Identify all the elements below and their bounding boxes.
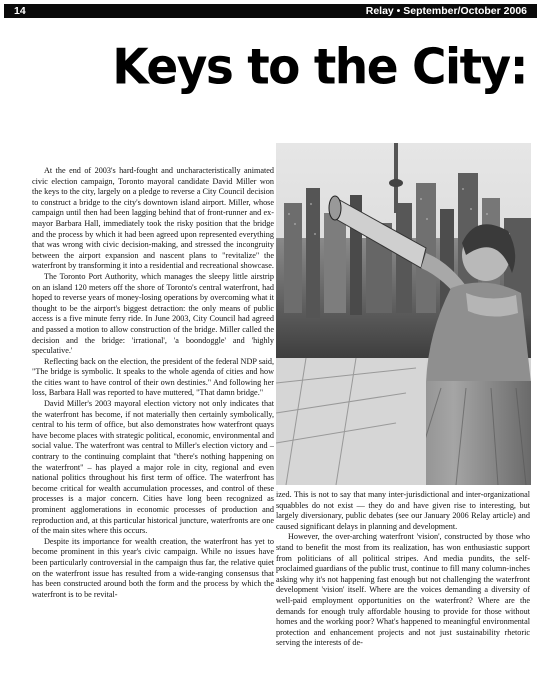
paragraph: ized. This is not to say that many inter-jurisdictional and inter-organizational squabbles do not exist — they do and have given rise to interesting, but largely diversionary, public debates (see our January 2006 Relay article) and caused significant delays in planning and development. [276, 490, 530, 531]
article-column-right [276, 490, 530, 698]
paragraph: However, the over-arching waterfront 'vision', constructed by those who stand to benefit the most from its realization, has won enthusiastic support from politicians of all political stripes. And media pundits, the self-proclaimed guardians of the public trust, continue to fill many column-inches asking why it's not happening fast enough but not challenging the waterfront development 'vision' itself. Where are the voices demanding a diversity of well-paid employment opportunities on the waterfront? Where are the demands for enough truly affordable housing to provide for those without homes and the working poor? What's happened to meaningful environmental protection and enhancement projects and not just sustainability rhetoric serving the interests of de- [276, 532, 530, 648]
paragraph: Despite its importance for wealth creation, the waterfront has yet to become prominent in this year's civic campaign. While no issues have been particularly controversial in the campaign thus far, the relative quiet on the waterfront issue has resulted from a wide-ranging consensus that has been constructed around both the form and the process by which the waterfront is to be revital- [32, 536, 274, 599]
protest-photo [276, 143, 531, 485]
page-number: 14 [14, 5, 26, 17]
publication-info: Relay • September/October 2006 [365, 5, 527, 17]
paragraph: The Toronto Port Authority, which manages the sleepy little airstrip on an island 120 meters off the shore of Toronto's central waterfront, had hoped to reverse years of money-losing operations by overcoming what it thought to be the airport's biggest detraction: the only means of public access is a five minute ferry ride. In June 2003, City Council had agreed and passed a motion to allow construction of the bridge. Miller called the decision and the bridge: 'irrational', 'a boondoggle' and 'highly speculative.' [32, 271, 274, 356]
article-column-left [32, 166, 274, 696]
paragraph: David Miller's 2003 mayoral election victory not only indicates that the waterfront has become, if not materially then certainly symbolically, central to his term of office, but also demonstrates how waterfront quays have become places with strategic political, economic, environmental and social value. The waterfront was central to Miller's election victory and – contrary to the continuing complaint that "there's nothing happening on the waterfront" – has played a major role in city, regional and even national politics throughout his first term of office. The waterfront has become critical for wealth accumulation processes, and control of these processes is a major concern. Cities have long been recognized as prominent agglomerations in economic processes of production and reproduction and, at this particular historical juncture, waterfronts are one of the main sites where this occurs. [32, 399, 274, 536]
paragraph: At the end of 2003's hard-fought and uncharacteristically animated civic election campaign, Toronto mayoral candidate David Miller won the keys to the city, largely on a pledge to reverse a City Council decision to construct a bridge to the city's downtown island airport. Miller, whose campaign until then had been lagging behind that of front-runner and ex-mayor Barbara Hall, immediately took the risky position that the bridge and the process by which it had been agreed upon represented everything that was wrong with civic decision-making, and stressed the incongruity between the airport expansion and nascent plans to "revitalize" the waterfront by transforming it into a residential and recreational showcase. [32, 166, 274, 271]
article-title: Keys to the City: [112, 38, 527, 97]
paragraph: Reflecting back on the election, the president of the federal NDP said, "The bridge is symbolic. It speaks to the whole agenda of cities and how the cities want to have control of their own destinies." And following her loss, Barbara Hall was reported to have muttered, "That damn bridge." [32, 356, 274, 398]
header-bar [4, 4, 537, 18]
